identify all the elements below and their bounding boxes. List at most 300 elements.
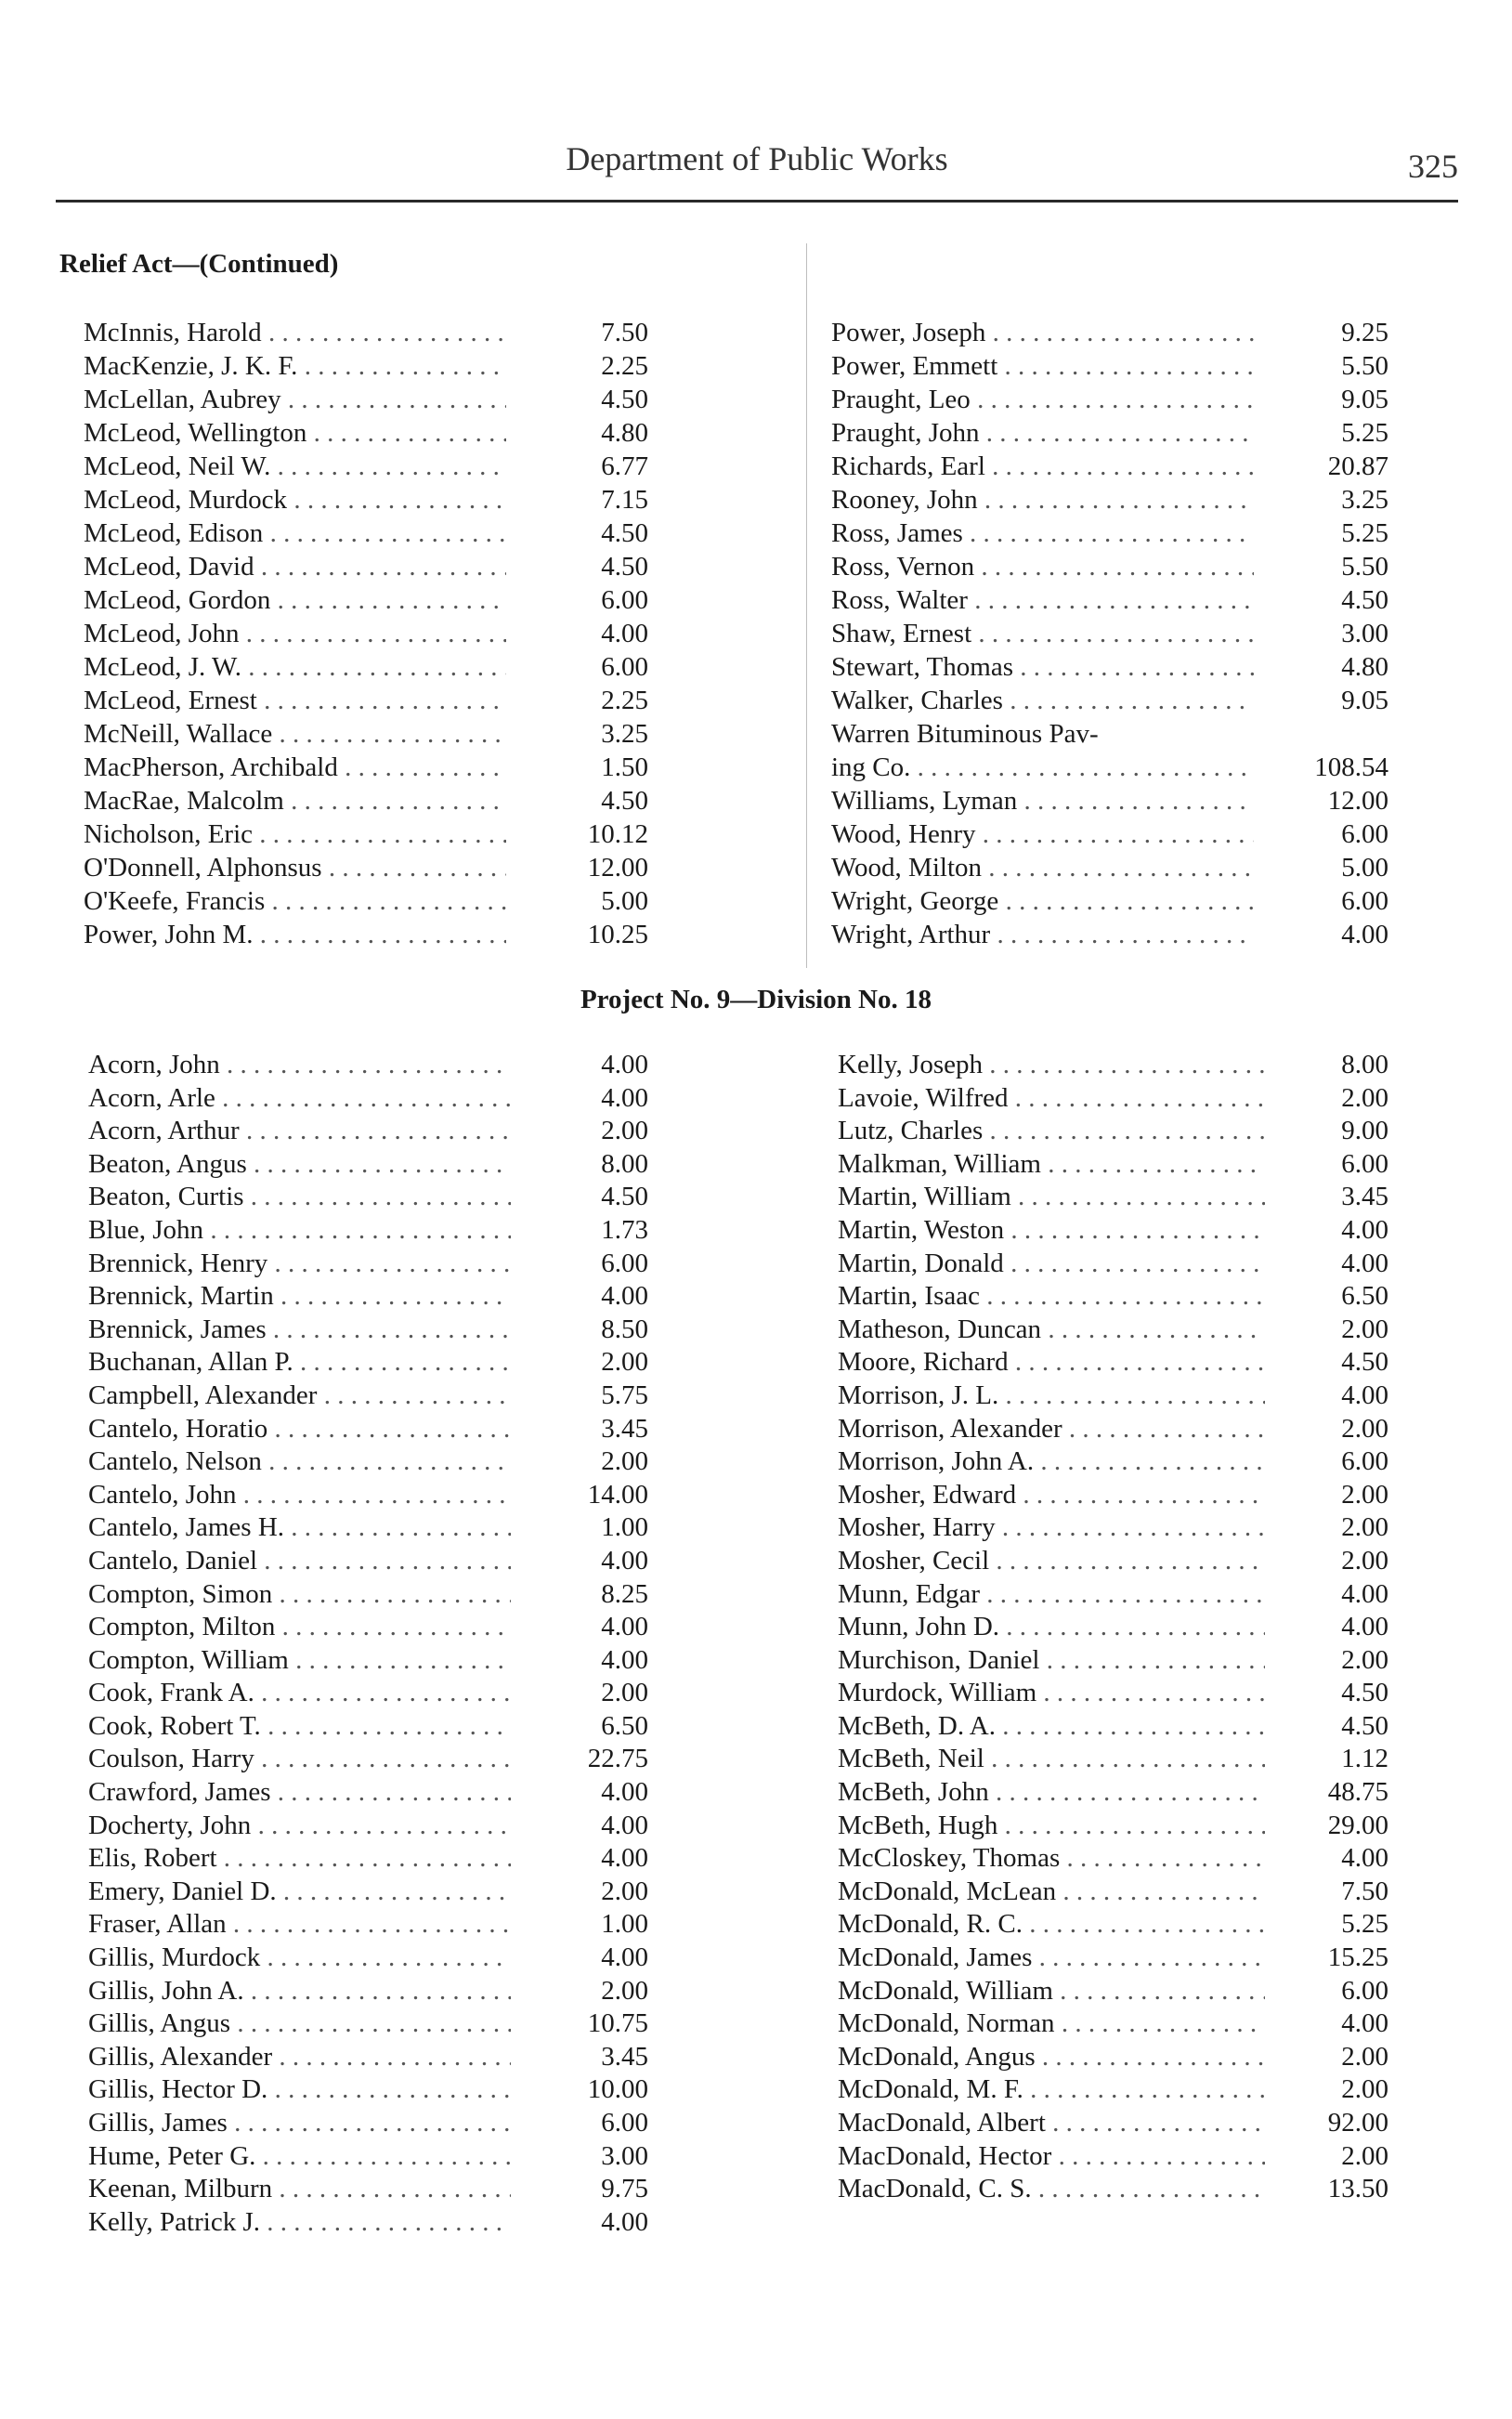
list-item (88, 1876, 648, 1910)
payment-amount: 9.25 (1341, 318, 1388, 347)
list-item (88, 1744, 648, 1777)
payment-amount: 4.00 (601, 1082, 648, 1113)
list-item (88, 2207, 648, 2241)
payee-name: Fraser, Allan . . . (88, 1909, 511, 1940)
payment-amount: 9.05 (1341, 686, 1388, 715)
list-item (831, 518, 1388, 552)
section-heading-project-9: Project No. 9—Division No. 18 (580, 985, 932, 1014)
payee-name: Compton, William . . . (88, 1645, 511, 1676)
list-item (838, 1909, 1388, 1942)
list-item (838, 1446, 1388, 1480)
payee-name: Docherty, John . . . (88, 1811, 511, 1841)
payee-name: Morrison, J. L. . . . (838, 1380, 1265, 1411)
payee-name: Cantelo, James H. . . . (88, 1512, 511, 1543)
payment-amount: 4.50 (601, 385, 648, 414)
payment-amount: 4.00 (601, 1777, 648, 1808)
payee-name: Ross, Walter . . . (831, 585, 1254, 616)
payee-name: McLeod, Neil W. . . . (84, 451, 506, 482)
payment-amount: 7.50 (1341, 1876, 1388, 1906)
payee-name: Wright, Arthur . . . (831, 920, 1254, 950)
list-item (88, 2174, 648, 2207)
list-item (88, 1711, 648, 1745)
list-item (831, 385, 1388, 418)
column-divider (806, 243, 807, 968)
list-item (831, 786, 1388, 819)
list-item (84, 485, 648, 518)
payment-amount: 2.00 (1341, 1545, 1388, 1576)
payee-name: Cook, Robert T. . . . (88, 1711, 511, 1742)
list-item (838, 1414, 1388, 1447)
payee-name: Power, Joseph . . . (831, 318, 1254, 348)
list-item (838, 1314, 1388, 1348)
payee-name: McDonald, M. F. . . . (838, 2074, 1265, 2105)
list-item (84, 619, 648, 652)
payment-amount: 5.75 (601, 1379, 648, 1410)
payment-amount: 10.00 (587, 2074, 648, 2105)
payment-amount: 9.05 (1341, 385, 1388, 414)
payment-amount: 5.25 (1341, 1909, 1388, 1940)
payment-amount: 2.00 (601, 1975, 648, 2006)
list-item (838, 1579, 1388, 1613)
payee-name: Walker, Charles . . . (831, 686, 1254, 716)
payee-name: McDonald, McLean . . . (838, 1876, 1265, 1907)
list-item (84, 752, 648, 786)
payee-name: Buchanan, Allan P. . . . (88, 1347, 511, 1378)
payment-amount: 2.25 (601, 351, 648, 381)
list-item (838, 1876, 1388, 1910)
payment-amount: 6.50 (1341, 1281, 1388, 1312)
payment-amount: 29.00 (1327, 1810, 1388, 1840)
payment-amount: 4.00 (1341, 1379, 1388, 1410)
list-item (831, 652, 1388, 686)
payee-name: Martin, Weston . . . (838, 1215, 1265, 1246)
list-item (838, 1480, 1388, 1513)
list-item (84, 719, 648, 752)
payment-amount: 3.00 (601, 2140, 648, 2171)
payment-amount: 3.45 (601, 2041, 648, 2072)
list-item (838, 2108, 1388, 2141)
list-item (88, 2042, 648, 2075)
payee-name: Campbell, Alexander . . . (88, 1380, 511, 1411)
payment-amount: 4.80 (601, 418, 648, 448)
payment-amount: 20.87 (1327, 451, 1388, 481)
payee-name: Wood, Henry . . . (831, 819, 1254, 850)
payee-name: Cantelo, John . . . (88, 1480, 511, 1510)
payee-name: McDonald, Norman . . . (838, 2008, 1265, 2039)
payment-amount: 10.12 (587, 819, 648, 849)
payee-name: Martin, Isaac . . . (838, 1281, 1265, 1312)
payment-amount: 6.00 (601, 585, 648, 615)
payment-amount: 4.00 (601, 2206, 648, 2237)
payee-name: Lutz, Charles . . . (838, 1116, 1265, 1146)
payment-amount: 3.45 (1341, 1182, 1388, 1212)
payee-name: McBeth, John . . . (838, 1777, 1265, 1808)
payment-amount: 5.00 (1341, 853, 1388, 883)
list-item (88, 1380, 648, 1414)
payee-name: MacDonald, Albert . . . (838, 2108, 1265, 2138)
payee-name: McBeth, Neil . . . (838, 1744, 1265, 1774)
project-9-left-column (88, 1050, 648, 2240)
list-item (838, 1711, 1388, 1745)
payee-name: Keenan, Milburn . . . (88, 2174, 511, 2204)
payee-name: Coulson, Harry . . . (88, 1744, 511, 1774)
payment-amount: 1.50 (601, 752, 648, 782)
payment-amount: 6.00 (1341, 819, 1388, 849)
payee-name: Ross, James . . . (831, 518, 1254, 549)
payment-amount: 7.50 (601, 318, 648, 347)
payee-name: MacKenzie, J. K. F. . . . (84, 351, 506, 382)
payment-amount: 3.45 (601, 1413, 648, 1444)
payment-amount: 4.50 (1341, 1347, 1388, 1378)
list-item (831, 485, 1388, 518)
list-item (84, 786, 648, 819)
list-item (838, 1744, 1388, 1777)
list-item (88, 1645, 648, 1679)
list-item (831, 351, 1388, 385)
payee-name: McLeod, Gordon . . . (84, 585, 506, 616)
payment-amount: 6.00 (601, 1248, 648, 1278)
payment-amount: 1.73 (601, 1214, 648, 1245)
list-item (838, 1612, 1388, 1645)
payment-amount: 4.50 (601, 1182, 648, 1212)
list-item (831, 318, 1388, 351)
payment-amount: 1.12 (1341, 1744, 1388, 1774)
payee-name: MacPherson, Archibald . . . (84, 752, 506, 783)
payment-amount: 2.00 (1341, 1479, 1388, 1510)
payee-name: Brennick, James . . . (88, 1314, 511, 1345)
list-item (831, 619, 1388, 652)
list-item (88, 1976, 648, 2009)
list-item (831, 719, 1388, 752)
payee-name: Brennick, Henry . . . (88, 1249, 511, 1279)
payee-name: Wright, George . . . (831, 886, 1254, 917)
payment-amount: 4.50 (601, 518, 648, 548)
payment-amount: 8.00 (601, 1148, 648, 1179)
payee-name: Mosher, Harry . . . (838, 1512, 1265, 1543)
payee-name: MacRae, Malcolm . . . (84, 786, 506, 817)
payee-name: Emery, Daniel D. . . . (88, 1876, 511, 1907)
payment-amount: 8.00 (1341, 1050, 1388, 1079)
list-item (831, 886, 1388, 920)
payment-amount: 4.00 (1341, 1214, 1388, 1245)
payee-name: Warren Bituminous Pav- (831, 719, 1099, 749)
payment-amount: 4.00 (1341, 1578, 1388, 1609)
payment-amount: 6.00 (601, 652, 648, 682)
list-item (831, 585, 1388, 619)
payee-name: McLeod, J. W. . . . (84, 652, 506, 683)
payee-name: McCloskey, Thomas . . . (838, 1843, 1265, 1874)
list-item (88, 1678, 648, 1711)
payment-amount: 4.00 (601, 1644, 648, 1675)
list-item (831, 853, 1388, 886)
payee-name: Malkman, William . . . (838, 1149, 1265, 1180)
list-item (838, 1050, 1388, 1083)
list-item (838, 1281, 1388, 1314)
payee-name: McInnis, Harold . . . (84, 318, 506, 348)
payee-name: Morrison, Alexander . . . (838, 1414, 1265, 1445)
list-item (838, 1777, 1388, 1811)
page-title: Department of Public Works (566, 140, 948, 177)
page-header (56, 139, 1458, 204)
list-item (88, 1281, 648, 1314)
payee-name: Mosher, Edward . . . (838, 1480, 1265, 1510)
payee-name: McBeth, Hugh . . . (838, 1811, 1265, 1841)
list-item (838, 1942, 1388, 1976)
payee-name: Wood, Milton . . . (831, 853, 1254, 883)
payee-name: Gillis, Alexander . . . (88, 2042, 511, 2072)
payment-amount: 12.00 (1327, 786, 1388, 816)
payee-name: McLeod, Edison . . . (84, 518, 506, 549)
list-item (88, 2074, 648, 2108)
list-item (831, 451, 1388, 485)
list-item (84, 819, 648, 853)
payee-name: Kelly, Patrick J. . . . (88, 2207, 511, 2238)
payment-amount: 2.00 (1341, 2041, 1388, 2072)
list-item (838, 1116, 1388, 1149)
payment-amount: 1.00 (601, 1512, 648, 1543)
payee-name: Acorn, Arle . . . (88, 1083, 511, 1114)
payment-amount: 5.50 (1341, 552, 1388, 582)
list-item (84, 886, 648, 920)
payee-name: Murchison, Daniel . . . (838, 1645, 1265, 1676)
list-item (88, 1249, 648, 1282)
payee-name: McDonald, William . . . (838, 1976, 1265, 2007)
payee-name: Power, Emmett . . . (831, 351, 1254, 382)
payee-name: Gillis, James . . . (88, 2108, 511, 2138)
list-item (88, 1182, 648, 1215)
payee-name: McDonald, James . . . (838, 1942, 1265, 1973)
list-item (838, 1149, 1388, 1183)
payee-name: McDonald, R. C. . . . (838, 1909, 1265, 1940)
payment-amount: 4.00 (601, 1281, 648, 1312)
list-item (831, 920, 1388, 953)
payee-name: McLeod, David . . . (84, 552, 506, 582)
payee-name: Crawford, James . . . (88, 1777, 511, 1808)
payment-amount: 2.00 (1341, 1082, 1388, 1113)
payee-name: O'Donnell, Alphonsus . . . (84, 853, 506, 883)
payee-name: Mosher, Cecil . . . (838, 1546, 1265, 1576)
list-item (88, 1480, 648, 1513)
list-item (88, 1149, 648, 1183)
payment-amount: 3.25 (1341, 485, 1388, 515)
payment-amount: 2.00 (1341, 1644, 1388, 1675)
payee-name: Gillis, Hector D. . . . (88, 2074, 511, 2105)
payee-name: Gillis, John A. . . . (88, 1976, 511, 2007)
payee-name: Praught, Leo . . . (831, 385, 1254, 415)
payment-amount: 4.50 (1341, 1678, 1388, 1708)
payment-amount: 9.75 (601, 2174, 648, 2204)
project-9-right-column (838, 1050, 1388, 2207)
payee-name: Beaton, Angus . . . (88, 1149, 511, 1180)
payee-name: McLeod, Murdock . . . (84, 485, 506, 516)
payment-amount: 22.75 (587, 1744, 648, 1774)
list-item (84, 552, 648, 585)
header-rule (56, 200, 1458, 203)
payee-name: Murdock, William . . . (838, 1678, 1265, 1708)
list-item (84, 652, 648, 686)
payment-amount: 3.00 (1341, 619, 1388, 648)
list-item (88, 2108, 648, 2141)
payment-amount: 7.15 (601, 485, 648, 515)
payment-amount: 2.00 (601, 1347, 648, 1378)
payment-amount: 4.00 (1341, 1843, 1388, 1874)
payment-amount: 2.00 (601, 1876, 648, 1906)
payee-name: Munn, John D. . . . (838, 1612, 1265, 1642)
list-item (88, 2008, 648, 2042)
payment-amount: 8.25 (601, 1578, 648, 1609)
list-item (88, 1909, 648, 1942)
relief-act-right-column (831, 318, 1388, 953)
payment-amount: 4.50 (601, 552, 648, 582)
payment-amount: 4.00 (601, 1942, 648, 1973)
payee-name: Blue, John . . . (88, 1215, 511, 1246)
list-item (88, 1843, 648, 1876)
list-item (838, 1249, 1388, 1282)
list-item (84, 351, 648, 385)
payment-amount: 4.00 (601, 619, 648, 648)
payment-amount: 4.00 (1341, 1612, 1388, 1642)
list-item (84, 318, 648, 351)
payment-amount: 4.50 (601, 786, 648, 816)
payment-amount: 6.00 (1341, 1148, 1388, 1179)
payee-name: McNeill, Wallace . . . (84, 719, 506, 750)
payment-amount: 108.54 (1314, 752, 1388, 782)
payee-name: Matheson, Duncan . . . (838, 1314, 1265, 1345)
payee-name: Elis, Robert . . . (88, 1843, 511, 1874)
list-item (88, 1347, 648, 1380)
payment-amount: 5.00 (601, 886, 648, 916)
payment-amount: 4.00 (601, 1050, 648, 1079)
payment-amount: 8.50 (601, 1314, 648, 1344)
payment-amount: 5.25 (1341, 518, 1388, 548)
payment-amount: 4.00 (601, 1810, 648, 1840)
payment-amount: 4.00 (1341, 920, 1388, 949)
payee-name: Power, John M. . . . (84, 920, 506, 950)
payment-amount: 5.50 (1341, 351, 1388, 381)
list-item (831, 418, 1388, 451)
list-item (88, 1942, 648, 1976)
list-item (84, 585, 648, 619)
payment-amount: 6.77 (601, 451, 648, 481)
payee-name: Moore, Richard . . . (838, 1347, 1265, 1378)
list-item (838, 2141, 1388, 2175)
list-item (88, 1579, 648, 1613)
payment-amount: 9.00 (1341, 1116, 1388, 1146)
list-item (831, 819, 1388, 853)
payment-amount: 6.00 (1341, 1446, 1388, 1477)
payee-name: McLeod, Wellington . . . (84, 418, 506, 449)
payee-name: Cantelo, Horatio . . . (88, 1414, 511, 1445)
payment-amount: 2.00 (601, 1446, 648, 1477)
payment-amount: 2.00 (1341, 1314, 1388, 1344)
payee-name: MacDonald, C. S. . . . (838, 2174, 1265, 2204)
payment-amount: 12.00 (587, 853, 648, 883)
list-item (84, 686, 648, 719)
payment-amount: 2.00 (1341, 1413, 1388, 1444)
payee-name: Acorn, John . . . (88, 1050, 511, 1080)
payee-name: McDonald, Angus . . . (838, 2042, 1265, 2072)
payment-amount: 4.00 (601, 1612, 648, 1642)
list-item (838, 2008, 1388, 2042)
payee-name: Richards, Earl . . . (831, 451, 1254, 482)
payment-amount: 6.00 (1341, 1975, 1388, 2006)
payment-amount: 10.75 (587, 2008, 648, 2039)
payment-amount: 2.00 (601, 1116, 648, 1146)
payment-amount: 2.00 (1341, 2074, 1388, 2105)
payment-amount: 10.25 (587, 920, 648, 949)
payee-name: Compton, Milton . . . (88, 1612, 511, 1642)
list-item (88, 1777, 648, 1811)
payment-amount: 5.25 (1341, 418, 1388, 448)
payee-name: McLeod, Ernest . . . (84, 686, 506, 716)
payee-name: McLellan, Aubrey . . . (84, 385, 506, 415)
payee-name: Stewart, Thomas . . . (831, 652, 1254, 683)
payee-name: Hume, Peter G. . . . (88, 2141, 511, 2172)
payee-name: Beaton, Curtis . . . (88, 1182, 511, 1212)
payee-name: Praught, John . . . (831, 418, 1254, 449)
payee-name: Williams, Lyman . . . (831, 786, 1254, 817)
list-item (84, 418, 648, 451)
payee-name: Acorn, Arthur . . . (88, 1116, 511, 1146)
list-item (838, 1976, 1388, 2009)
section-heading-relief-act: Relief Act—(Continued) (59, 249, 339, 279)
list-item (88, 1215, 648, 1249)
payment-amount: 2.00 (601, 1678, 648, 1708)
payee-name: Martin, Donald . . . (838, 1249, 1265, 1279)
list-item (84, 385, 648, 418)
list-item (831, 752, 1388, 786)
list-item (838, 2074, 1388, 2108)
payment-amount: 15.25 (1327, 1942, 1388, 1973)
payee-name: Brennick, Martin . . . (88, 1281, 511, 1312)
payment-amount: 4.00 (601, 1545, 648, 1576)
list-item (831, 686, 1388, 719)
list-item (838, 1512, 1388, 1546)
payee-name: Nicholson, Eric . . . (84, 819, 506, 850)
list-item (88, 1083, 648, 1117)
payee-name: O'Keefe, Francis . . . (84, 886, 506, 917)
list-item (88, 1314, 648, 1348)
payment-amount: 4.50 (1341, 1710, 1388, 1741)
payee-name: Cantelo, Daniel . . . (88, 1546, 511, 1576)
list-item (831, 552, 1388, 585)
payee-name: Ross, Vernon . . . (831, 552, 1254, 582)
payee-name: Martin, William . . . (838, 1182, 1265, 1212)
payment-amount: 14.00 (587, 1479, 648, 1510)
list-item (838, 1811, 1388, 1844)
payee-name: Shaw, Ernest . . . (831, 619, 1254, 649)
payment-amount: 4.50 (1341, 585, 1388, 615)
payment-amount: 6.00 (601, 2108, 648, 2138)
list-item (88, 1512, 648, 1546)
payment-amount: 48.75 (1327, 1777, 1388, 1808)
list-item (88, 1116, 648, 1149)
payee-name: Morrison, John A. . . . (838, 1446, 1265, 1477)
payment-amount: 6.50 (601, 1710, 648, 1741)
list-item (88, 1050, 648, 1083)
payment-amount: 92.00 (1327, 2108, 1388, 2138)
list-item (84, 451, 648, 485)
payee-name: McBeth, D. A. . . . (838, 1711, 1265, 1742)
payee-name: Munn, Edgar . . . (838, 1579, 1265, 1610)
list-item (88, 1546, 648, 1579)
payment-amount: 2.00 (1341, 2140, 1388, 2171)
list-item (838, 2174, 1388, 2207)
list-item (838, 1380, 1388, 1414)
payment-amount: 3.25 (601, 719, 648, 749)
payment-amount: 1.00 (601, 1909, 648, 1940)
payee-name: Compton, Simon . . . (88, 1579, 511, 1610)
